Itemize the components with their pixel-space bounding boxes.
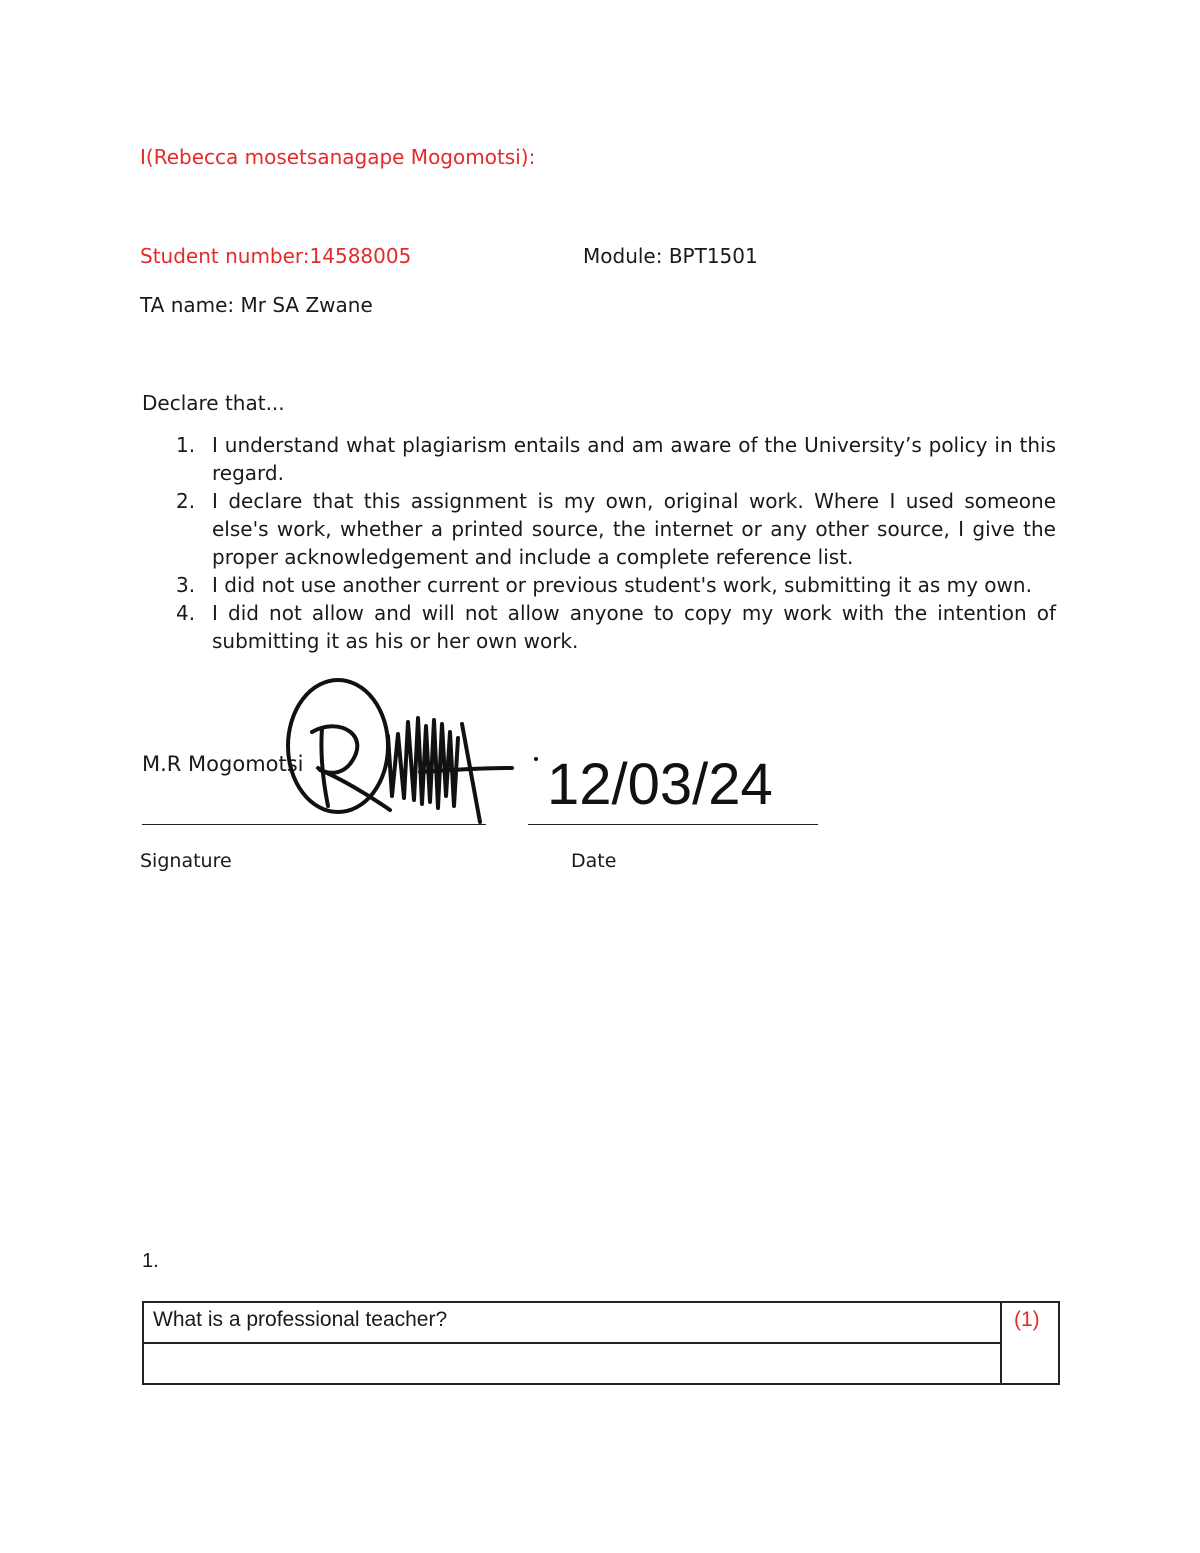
module-code: Module: BPT1501 bbox=[583, 244, 758, 268]
list-item-number: 4. bbox=[176, 601, 196, 625]
list-item bbox=[172, 599, 1056, 655]
handwritten-date: 12/03/24 bbox=[547, 752, 773, 817]
date-label: Date bbox=[571, 850, 617, 872]
signature-label: Signature bbox=[140, 850, 232, 872]
question-number: 1. bbox=[142, 1250, 159, 1272]
list-item-number: 3. bbox=[176, 573, 196, 597]
declarant-name: I(Rebecca mosetsanagape Mogomotsi): bbox=[140, 145, 536, 169]
list-item bbox=[172, 431, 1056, 487]
signature-line bbox=[142, 824, 486, 825]
student-number: Student number:14588005 bbox=[140, 244, 412, 268]
question-text: What is a professional teacher? bbox=[153, 1308, 448, 1331]
list-item bbox=[172, 487, 1056, 571]
question-row bbox=[144, 1303, 1002, 1344]
declare-intro: Declare that... bbox=[142, 391, 285, 415]
declaration-list bbox=[172, 431, 1056, 655]
question-table bbox=[142, 1301, 1060, 1385]
date-mark bbox=[534, 757, 538, 761]
question-marks: (1) bbox=[1014, 1308, 1040, 1331]
list-item-text: I understand what plagiarism entails and am aware of the University’s policy in this regard. bbox=[212, 433, 1056, 485]
signer-name: M.R Mogomotsi bbox=[142, 752, 304, 776]
list-item-text: I did not allow and will not allow anyone to copy my work with the intention of submitting it as his or her own work. bbox=[212, 601, 1056, 653]
list-item-number: 2. bbox=[176, 489, 196, 513]
handwritten-signature bbox=[280, 676, 530, 836]
list-item-text: I declare that this assignment is my own, original work. Where I used someone else's work, whether a printed source, the internet or any other source, I give the proper acknowledgement and include a complete reference list. bbox=[212, 489, 1056, 569]
date-line bbox=[528, 824, 818, 825]
list-item bbox=[172, 571, 1056, 599]
answer-cell[interactable] bbox=[144, 1344, 1002, 1383]
ta-name: TA name: Mr SA Zwane bbox=[140, 293, 373, 317]
list-item-text: I did not use another current or previous student's work, submitting it as my own. bbox=[212, 573, 1032, 597]
list-item-number: 1. bbox=[176, 433, 196, 457]
